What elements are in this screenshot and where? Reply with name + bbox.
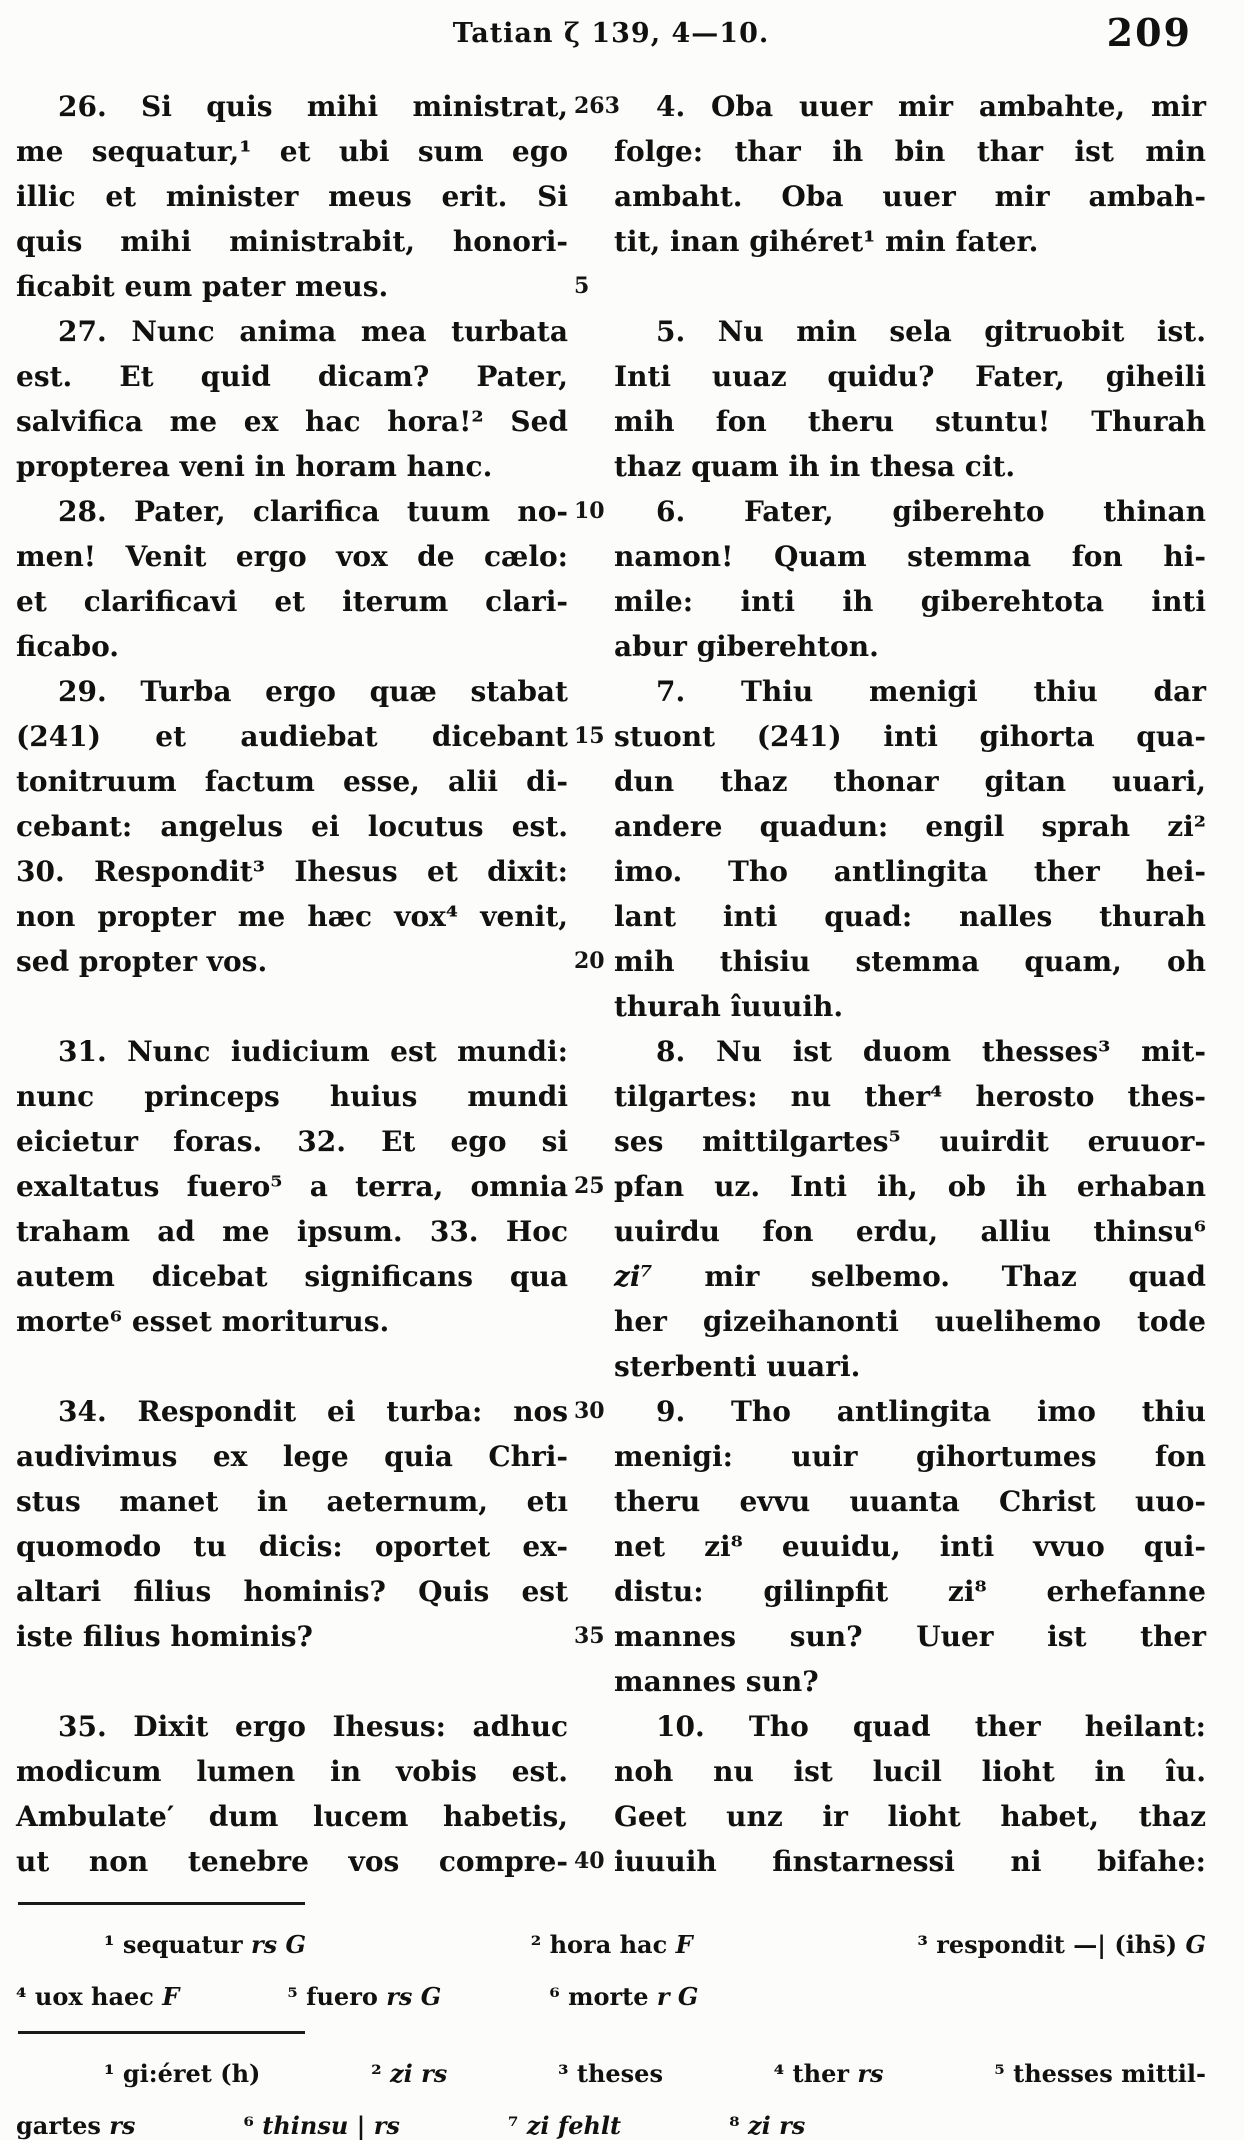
text-line: (241) et audiebat dicebant <box>16 720 568 753</box>
text-line: propterea veni in horam hanc. <box>16 450 493 483</box>
text-line: pfan uz. Inti ih, ob ih erhaban <box>614 1170 1206 1203</box>
gutter-number: 263 <box>574 93 620 119</box>
gutter-empty <box>574 1029 614 1074</box>
text-line: her gizeihanonti uuelihemo tode <box>614 1305 1206 1338</box>
gutter-number: 15 <box>574 723 605 749</box>
german-apparatus <box>16 2048 1206 2140</box>
text-line: cebant: angelus ei locutus est. <box>16 810 568 843</box>
gutter-number: 10 <box>574 498 605 524</box>
gutter-empty <box>574 984 614 1029</box>
old-high-german-column <box>614 84 1206 1884</box>
text-line: modicum lumen in vobis est. <box>16 1755 568 1788</box>
text-line: iste filius hominis? <box>16 1620 313 1653</box>
text-line: exaltatus fuero⁵ a terra, omnia <box>16 1170 568 1203</box>
text-line: 31. Nunc iudicium est mundi: <box>58 1035 568 1068</box>
text-line: folge: thar ih bin thar ist min <box>614 135 1206 168</box>
text-line: salvifica me ex hac hora!² Sed <box>16 405 568 438</box>
gutter-empty <box>574 1119 614 1164</box>
text-line: audivimus ex lege quia Chri- <box>16 1440 568 1473</box>
text-line: ses mittilgartes⁵ uuirdit eruuor- <box>614 1125 1206 1158</box>
footnote-entry: ⁸ zi rs <box>729 2111 806 2140</box>
footnote-entry: ⁵ thesses mittil- <box>994 2059 1206 2088</box>
text-line: eicietur foras. 32. Et ego si <box>16 1125 568 1158</box>
text-line: 5. Nu min sela gitruobit ist. <box>656 315 1206 348</box>
text-line: 30. Respondit³ Ihesus et dixit: <box>16 855 568 888</box>
text-line: uuirdu fon erdu, alliu thinsu⁶ <box>614 1215 1206 1248</box>
text-line: mannes sun? Uuer ist ther <box>614 1620 1206 1653</box>
footnote-entry: ⁶ thinsu | rs <box>243 2111 400 2140</box>
blank-line <box>16 1659 568 1704</box>
text-line: est. Et quid dicam? Pater, <box>16 360 568 393</box>
gutter-empty <box>574 1749 614 1794</box>
text-line: lant inti quad: nalles thurah <box>614 900 1206 933</box>
footnote-entry: ⁵ fuero rs G <box>287 1982 442 2011</box>
text-line: quomodo tu dicis: oportet ex- <box>16 1530 568 1563</box>
text-line: quis mihi ministrabit, honori- <box>16 225 568 258</box>
text-line: 35. Dixit ergo Ihesus: adhuc <box>58 1710 568 1743</box>
text-line: sed propter vos. <box>16 945 268 978</box>
footnote-line <box>16 2100 1206 2140</box>
text-line: Ambulate′ dum lucem habetis, <box>16 1800 568 1833</box>
text-line: men! Venit ergo vox de cælo: <box>16 540 568 573</box>
gutter-empty <box>574 1074 614 1119</box>
footnote-entry: ³ theses <box>558 2059 663 2088</box>
text-body <box>16 84 1206 1884</box>
text-line: dun thaz thonar gitan uuari, <box>614 765 1206 798</box>
text-line: thurah îuuuih. <box>614 990 844 1023</box>
gutter-empty <box>574 309 614 354</box>
text-line: 27. Nunc anima mea turbata <box>58 315 568 348</box>
text-line: me sequatur,¹ et ubi sum ego <box>16 135 568 168</box>
gutter-empty <box>574 1569 614 1614</box>
blank-line <box>614 264 1206 309</box>
text-line: iuuuih finstarnessi ni bifahe: <box>614 1845 1206 1878</box>
text-line: zi⁷ mir selbemo. Thaz quad <box>614 1260 1206 1293</box>
text-line: ambaht. Oba uuer mir ambah- <box>614 180 1206 213</box>
gutter-empty <box>574 1704 614 1749</box>
text-line: tilgartes: nu ther⁴ herosto thes- <box>614 1080 1206 1113</box>
text-line: 9. Tho antlingita imo thiu <box>656 1395 1206 1428</box>
text-line: non propter me hæc vox⁴ venit, <box>16 900 568 933</box>
gutter-empty <box>574 669 614 714</box>
gutter-empty <box>574 624 614 669</box>
gutter-empty <box>574 1659 614 1704</box>
text-line: illic et minister meus erit. Si <box>16 180 568 213</box>
text-line: namon! Quam stemma fon hi- <box>614 540 1206 573</box>
gutter-number: 5 <box>574 273 590 299</box>
text-line: mannes sun? <box>614 1665 819 1698</box>
footnote-line <box>16 1971 1206 2023</box>
text-line: morte⁶ esset moriturus. <box>16 1305 390 1338</box>
footnote-entry: ³ respondit —| (ihs̄) G <box>917 1930 1206 1959</box>
text-line: 8. Nu ist duom thesses³ mit- <box>656 1035 1206 1068</box>
text-line: et clarificavi et iterum clari- <box>16 585 568 618</box>
text-line: sterbenti uuari. <box>614 1350 861 1383</box>
latin-apparatus <box>16 1919 1206 2023</box>
gutter-empty <box>574 1794 614 1839</box>
gutter-empty <box>574 894 614 939</box>
text-line: ficabo. <box>16 630 120 663</box>
footnote-line <box>16 1919 1206 1971</box>
gutter-empty <box>574 1254 614 1299</box>
text-line: Geet unz ir lioht habet, thaz <box>614 1800 1206 1833</box>
blank-line <box>16 984 568 1029</box>
gutter-empty <box>574 804 614 849</box>
gutter-number: 30 <box>574 1398 605 1424</box>
text-line: 28. Pater, clarifica tuum no- <box>58 495 568 528</box>
text-line: autem dicebat significans qua <box>16 1260 568 1293</box>
page-number: 209 <box>1106 10 1192 55</box>
text-line: altari filius hominis? Quis est <box>16 1575 568 1608</box>
text-line: stuont (241) inti gihorta qua- <box>614 720 1206 753</box>
text-line: nunc princeps huius mundi <box>16 1080 568 1113</box>
text-line: ficabit eum pater meus. <box>16 270 389 303</box>
running-title: Tatian ζ 139, 4—10. <box>452 18 770 49</box>
gutter-empty <box>574 1344 614 1389</box>
gutter-empty <box>574 399 614 444</box>
footnote-separator-rule <box>18 2031 305 2034</box>
text-line: mile: inti ih giberehtota inti <box>614 585 1206 618</box>
footnote-entry: ⁴ uox haec F <box>16 1982 180 2011</box>
text-line: imo. Tho antlingita ther hei- <box>614 855 1206 888</box>
text-line: theru evvu uuanta Christ uuo- <box>614 1485 1206 1518</box>
text-line: mih thisiu stemma quam, oh <box>614 945 1206 978</box>
text-line: ut non tenebre vos compre- <box>16 1845 568 1878</box>
footnote-entry: ² zi rs <box>371 2059 448 2088</box>
gutter-empty <box>574 1209 614 1254</box>
text-line: 29. Turba ergo quæ stabat <box>58 675 568 708</box>
text-line: 26. Si quis mihi ministrat, <box>58 90 568 123</box>
blank-line <box>16 1344 568 1389</box>
footnote-entry: ¹ sequatur rs G <box>104 1930 306 1959</box>
gutter-number: 35 <box>574 1623 605 1649</box>
gutter-empty <box>574 534 614 579</box>
gutter-empty <box>574 1299 614 1344</box>
footnote-entry: ² hora hac F <box>530 1930 693 1959</box>
gutter-empty <box>574 1524 614 1569</box>
gutter-line-numbers <box>568 84 620 1884</box>
footnote-entry: ⁷ zi fehlt <box>507 2111 622 2140</box>
text-line: tonitruum factum esse, alii di- <box>16 765 568 798</box>
gutter-empty <box>574 759 614 804</box>
gutter-empty <box>574 444 614 489</box>
text-line: Inti uuaz quidu? Fater, giheili <box>614 360 1206 393</box>
text-line: distu: gilinpfit zi⁸ erhefanne <box>614 1575 1206 1608</box>
footnote-entry: ⁴ ther rs <box>773 2059 884 2088</box>
gutter-empty <box>574 129 614 174</box>
text-line: abur giberehton. <box>614 630 879 663</box>
footnote-area <box>16 1902 1206 2140</box>
text-line: thaz quam ih in thesa cit. <box>614 450 1016 483</box>
text-line: andere quadun: engil sprah zi² <box>614 810 1206 843</box>
gutter-empty <box>574 174 614 219</box>
footnote-entry: ¹ gi:éret (h) <box>104 2059 261 2088</box>
text-line: 10. Tho quad ther heilant: <box>656 1710 1206 1743</box>
text-line: stus manet in aeternum, etı <box>16 1485 568 1518</box>
text-line: traham ad me ipsum. 33. Hoc <box>16 1215 568 1248</box>
gutter-empty <box>574 219 614 264</box>
text-line: menigi: uuir gihortumes fon <box>614 1440 1206 1473</box>
text-line: 4. Oba uuer mir ambahte, mir <box>656 90 1206 123</box>
gutter-number: 40 <box>574 1848 605 1874</box>
gutter-empty <box>574 354 614 399</box>
latin-column <box>16 84 568 1884</box>
gutter-empty <box>574 849 614 894</box>
gutter-number: 20 <box>574 948 605 974</box>
text-line: 7. Thiu menigi thiu dar <box>656 675 1206 708</box>
text-line: 34. Respondit ei turba: nos <box>58 1395 568 1428</box>
gutter-empty <box>574 1434 614 1479</box>
text-line: tit, inan gihéret¹ min fater. <box>614 225 1039 258</box>
gutter-empty <box>574 579 614 624</box>
footnote-separator-rule <box>18 1902 305 1905</box>
gutter-number: 25 <box>574 1173 605 1199</box>
footnote-line <box>16 2048 1206 2100</box>
text-line: noh nu ist lucil lioht in îu. <box>614 1755 1206 1788</box>
footnote-entry: gartes rs <box>16 2111 136 2140</box>
text-line: mih fon theru stuntu! Thurah <box>614 405 1206 438</box>
footnote-entry: ⁶ morte r G <box>549 1982 699 2011</box>
text-line: 6. Fater, giberehto thinan <box>656 495 1206 528</box>
gutter-empty <box>574 1479 614 1524</box>
page-header <box>16 10 1206 70</box>
text-line: net zi⁸ euuidu, inti vvuo qui- <box>614 1530 1206 1563</box>
